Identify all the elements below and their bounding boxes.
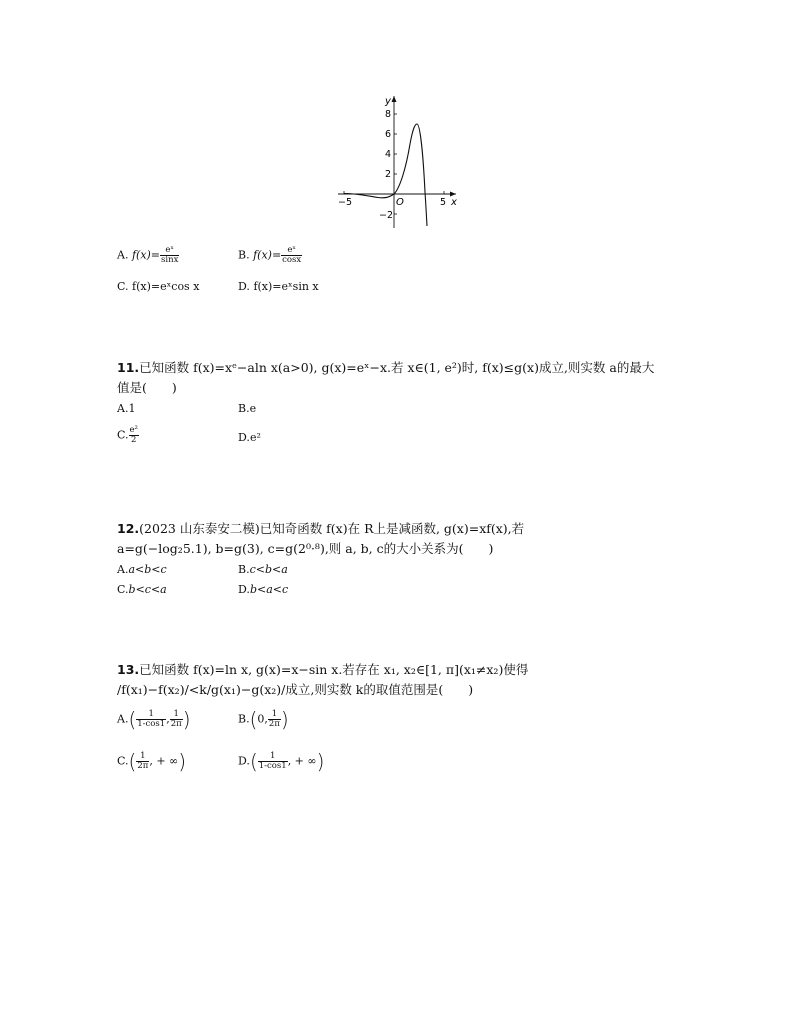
- q12-option-b[interactable]: [238, 563, 288, 577]
- option-letter: A.: [117, 402, 129, 415]
- q12-option-d[interactable]: [238, 583, 288, 597]
- x-axis-arrow: [450, 192, 456, 197]
- q10-option-d[interactable]: [238, 280, 319, 294]
- q11-option-c[interactable]: [117, 426, 139, 445]
- q10-option-b[interactable]: [238, 246, 302, 265]
- option-letter: D.: [238, 280, 250, 293]
- option-letter: C.: [117, 754, 129, 768]
- option-letter: D.: [238, 431, 250, 444]
- option-fraction: $\frac{\text{eˣ}}{\cos x}$: [282, 245, 302, 265]
- q11-stem-line2: 值是( ): [117, 380, 177, 395]
- option-fraction: $\frac{1}{2\pi}$: [268, 709, 280, 729]
- option-lhs: f(x)=: [131, 248, 161, 262]
- question-text: 已知函数 f(x)=xᵉ−aln x(a>0), g(x)=eˣ−x.若 x∈(1, e²)时, f(x)≤g(x)成立,则实数 a的最大: [139, 360, 655, 375]
- question-text: (2023 山东泰安二模)已知奇函数 f(x)在 R上是减函数, g(x)=xf(x),若: [139, 521, 525, 536]
- question-number: 12.: [117, 521, 140, 536]
- option-letter: B.: [238, 402, 250, 415]
- option-text: b<c<a: [128, 583, 167, 596]
- option-letter: A.: [117, 248, 129, 262]
- q10-option-c[interactable]: [117, 280, 199, 294]
- option-fraction: $\frac{1}{1-\cos 1}$: [258, 751, 287, 771]
- option-letter: C.: [117, 428, 129, 442]
- q13-option-d[interactable]: D.( $\frac{1}{1-\cos 1}$ , + ∞): [238, 749, 325, 774]
- q10-option-a[interactable]: [117, 246, 179, 265]
- option-text: e: [249, 402, 257, 415]
- q11-option-b[interactable]: [238, 402, 256, 416]
- option-letter: C.: [117, 583, 129, 596]
- y-axis-arrow: [392, 96, 397, 102]
- y-tick-label-2: 2: [385, 169, 392, 180]
- x-axis-label: x: [451, 197, 457, 208]
- y-tick-label-4: 4: [385, 149, 392, 160]
- q11-option-a[interactable]: [117, 402, 135, 416]
- option-letter: A.: [117, 563, 129, 576]
- y-axis-label: y: [385, 96, 391, 107]
- q13-option-b[interactable]: B.(0, $\frac{1}{2\pi}$ ): [238, 707, 289, 732]
- q11-option-d[interactable]: [238, 431, 261, 445]
- y-tick-label-6: 6: [385, 129, 392, 140]
- x-tick-label-neg5: −5: [338, 197, 353, 208]
- option-letter: B.: [238, 563, 250, 576]
- q13-option-a[interactable]: A.( $\frac{1}{1-\cos 1}$ , $\frac{1}{2\pi}$ ): [117, 707, 191, 732]
- option-fraction: $\frac{1}{2\pi}$: [170, 709, 182, 729]
- option-text: f(x)=eˣcos x: [132, 280, 200, 293]
- option-fraction: $\frac{\text{e²}}{2}$: [129, 425, 138, 445]
- q13-option-c[interactable]: C.( $\frac{1}{2\pi}$ , + ∞): [117, 749, 187, 774]
- option-fraction: $\frac{1}{2\pi}$: [137, 751, 149, 771]
- option-text: c<b<a: [249, 563, 288, 576]
- option-text: f(x)=eˣsin x: [253, 280, 319, 293]
- option-text: a<b<c: [128, 563, 167, 576]
- option-text: e²: [249, 431, 261, 444]
- q11-stem-line1: [117, 360, 654, 376]
- question-text: 已知函数 f(x)=ln x, g(x)=x−sin x.若存在 x₁, x₂∈[1, π](x₁≠x₂)使得: [139, 662, 529, 677]
- q13-stem-line2: /f(x₁)−f(x₂)/<k/g(x₁)−g(x₂)/成立,则实数 k的取值范围是( ): [117, 682, 474, 697]
- question-number: 11.: [117, 360, 140, 375]
- option-fraction: $\frac{1}{1-\cos 1}$: [137, 709, 166, 729]
- option-letter: C.: [117, 280, 129, 293]
- option-letter: D.: [238, 583, 250, 596]
- origin-label: O: [396, 197, 404, 208]
- option-letter: D.: [238, 754, 250, 768]
- q12-option-a[interactable]: [117, 563, 167, 577]
- option-fraction: $\frac{\text{eˣ}}{\sin x}$: [161, 245, 179, 265]
- option-letter: A.: [117, 712, 129, 726]
- option-letter: B.: [238, 712, 250, 726]
- option-text: b<a<c: [249, 583, 289, 596]
- q12-stem-line1: [117, 521, 524, 537]
- option-letter: B.: [238, 248, 250, 262]
- y-tick-label-neg2: −2: [379, 210, 394, 221]
- x-tick-label-5: 5: [440, 197, 447, 208]
- function-graph: [330, 92, 465, 232]
- y-tick-label-8: 8: [385, 109, 392, 120]
- question-number: 13.: [117, 662, 140, 677]
- option-text: 1: [128, 402, 136, 415]
- option-lhs: f(x)=: [253, 248, 282, 262]
- q12-stem-line2: a=g(−log₂5.1), b=g(3), c=g(2⁰·⁸),则 a, b, c的大小关系为( ): [117, 541, 494, 556]
- q13-stem-line1: [117, 662, 528, 678]
- q12-option-c[interactable]: [117, 583, 167, 597]
